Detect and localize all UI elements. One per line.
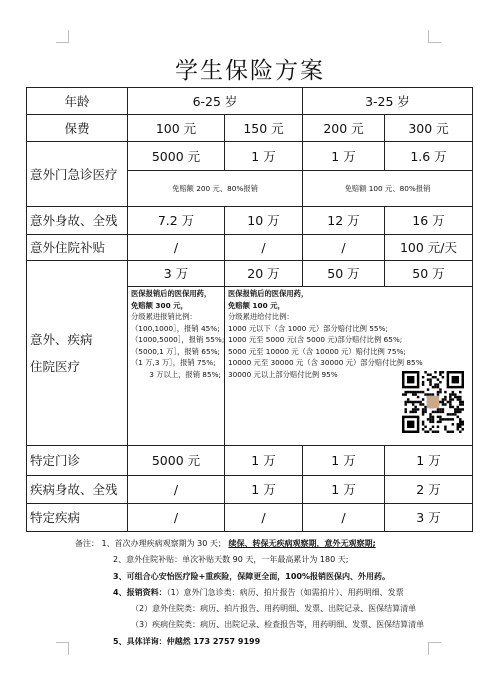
right-detail-line: 10000 元至 30000 元（含 30000 元）部分赔付比例 85% bbox=[228, 358, 423, 368]
insurance-plan-table bbox=[26, 87, 473, 532]
notes-section bbox=[75, 536, 424, 650]
premium-3: 200 元 bbox=[303, 115, 385, 142]
allowance-2: / bbox=[225, 235, 303, 261]
disability-4: 16 万 bbox=[385, 207, 473, 235]
inpatient-3: 50 万 bbox=[303, 261, 385, 287]
crop-mark-top-right bbox=[428, 30, 441, 43]
note-1-bold: 续保、转保无疾病观察期，意外无观察期; bbox=[228, 539, 376, 548]
inpatient-detail-left bbox=[128, 287, 225, 446]
left-detail-line: （1 万,3 万］，报销 75%; bbox=[131, 358, 216, 368]
specific-disease-2: / bbox=[225, 504, 303, 532]
note-4-item-2: （2）意外住院类：病历、拍片报告、用药明细、发票、出院记录、医保结算清单 bbox=[131, 604, 417, 614]
right-detail-line: 1000 元以下（含 1000 元）部分赔付比例 55%; bbox=[228, 323, 388, 333]
note-4-label: 4、报销资料： bbox=[113, 587, 167, 597]
note-2: 2、意外住院补贴：单次补贴天数 90 天，一年最高累计为 180 天; bbox=[113, 555, 349, 565]
disease-disability-1: / bbox=[128, 476, 225, 504]
row-header-hospital-allowance: 意外住院补贴 bbox=[27, 235, 128, 261]
right-detail-line: 医保报销后的医保用药， bbox=[228, 289, 309, 298]
clinic-4: 1 万 bbox=[385, 446, 473, 476]
row-header-disability: 意外身故、全残 bbox=[27, 207, 128, 235]
disability-2: 10 万 bbox=[225, 207, 303, 235]
inpatient-label-line2: 住院医疗 bbox=[30, 359, 81, 374]
clinic-2: 1 万 bbox=[225, 446, 303, 476]
disease-disability-2: 1 万 bbox=[225, 476, 303, 504]
note-1 bbox=[75, 536, 424, 552]
row-header-outpatient: 意外门急诊医疗 bbox=[27, 142, 128, 207]
note-4-item-1: （1）意外门急诊类：病历、拍片报告（如需拍片）、用药明细、发票 bbox=[166, 587, 404, 597]
crop-mark-bottom-left bbox=[56, 642, 69, 655]
row-header-disease-disability: 疾病身故、全残 bbox=[27, 476, 128, 504]
inpatient-label-line1: 意外、疾病 bbox=[30, 332, 93, 347]
left-detail-line: （1000,5000］，报销 55%; bbox=[131, 335, 225, 345]
outpatient-note-right: 免赔额 100 元、80%报销 bbox=[303, 171, 473, 207]
right-detail-line: 分级累进给付比例： bbox=[228, 312, 294, 322]
inpatient-1: 3 万 bbox=[128, 261, 225, 287]
row-special-clinic bbox=[27, 446, 473, 476]
row-header-specific-disease: 特定疾病 bbox=[27, 504, 128, 532]
contact-qr-code-icon[interactable] bbox=[402, 371, 464, 433]
crop-mark-bottom-right bbox=[428, 642, 441, 655]
left-detail-line: 免赔额 300 元， bbox=[131, 300, 188, 310]
right-detail-line: 5000 元至 10000 元（含 10000 元）赔付比例 75%; bbox=[228, 346, 406, 356]
inpatient-2: 20 万 bbox=[225, 261, 303, 287]
inpatient-detail-right bbox=[225, 287, 473, 446]
allowance-1: / bbox=[128, 235, 225, 261]
clinic-3: 1 万 bbox=[303, 446, 385, 476]
left-detail-line: 3 万以上，报销 85%; bbox=[149, 369, 221, 379]
age-group-1: 6-25 岁 bbox=[128, 88, 303, 115]
row-hospital-allowance bbox=[27, 235, 473, 261]
disability-3: 12 万 bbox=[303, 207, 385, 235]
row-disease-disability bbox=[27, 476, 473, 504]
disability-1: 7.2 万 bbox=[128, 207, 225, 235]
row-header-premium: 保费 bbox=[27, 115, 128, 142]
premium-2: 150 元 bbox=[225, 115, 303, 142]
row-outpatient bbox=[27, 142, 473, 171]
disease-disability-3: 1 万 bbox=[303, 476, 385, 504]
premium-4: 300 元 bbox=[385, 115, 473, 142]
left-detail-line: 分级累进报销比例： bbox=[131, 312, 197, 322]
note-4 bbox=[75, 585, 424, 601]
note-1-text: 备注： 1、首次办理疾病观察期为 30 天； bbox=[75, 539, 226, 548]
outpatient-3: 1 万 bbox=[303, 142, 385, 171]
left-detail-line: （100,1000］，报销 45%; bbox=[131, 323, 220, 333]
allowance-4: 100 元/天 bbox=[385, 235, 473, 261]
right-detail-line: 30000 元以上部分赔付比例 95% bbox=[228, 369, 338, 379]
specific-disease-3: / bbox=[303, 504, 385, 532]
row-age bbox=[27, 88, 473, 115]
row-disability bbox=[27, 207, 473, 235]
row-header-inpatient bbox=[27, 261, 128, 446]
row-header-special-clinic: 特定门诊 bbox=[27, 446, 128, 476]
left-detail-line: 医保报销后的医保用药， bbox=[131, 289, 212, 298]
right-detail-line: 1000 元至 5000 元(含 5000 元)部分赔付比例 65%; bbox=[228, 335, 403, 345]
clinic-1: 5000 元 bbox=[128, 446, 225, 476]
specific-disease-1: / bbox=[128, 504, 225, 532]
outpatient-note-left: 免赔额 200 元、80%报销 bbox=[128, 171, 303, 207]
row-specific-disease bbox=[27, 504, 473, 532]
row-inpatient bbox=[27, 261, 473, 287]
specific-disease-4: 3 万 bbox=[385, 504, 473, 532]
outpatient-4: 1.6 万 bbox=[385, 142, 473, 171]
note-5: 5、具体详询：仲越然 173 2757 9199 bbox=[113, 636, 261, 646]
allowance-3: / bbox=[303, 235, 385, 261]
right-detail-line: 免赔额 100 元， bbox=[228, 300, 285, 310]
note-4-item-3: （3）疾病住院类：病历、出院记录、检查报告等，用药明细、发票、医保结算清单 bbox=[131, 620, 425, 630]
crop-mark-top-left bbox=[56, 30, 69, 43]
disease-disability-4: 2 万 bbox=[385, 476, 473, 504]
premium-1: 100 元 bbox=[128, 115, 225, 142]
outpatient-1: 5000 元 bbox=[128, 142, 225, 171]
inpatient-4: 50 万 bbox=[385, 261, 473, 287]
age-group-2: 3-25 岁 bbox=[303, 88, 473, 115]
note-3: 3、可组合心安怡医疗险+重疾险，保障更全面，100%报销医保内、外用药。 bbox=[113, 571, 390, 581]
row-premium bbox=[27, 115, 473, 142]
outpatient-2: 1 万 bbox=[225, 142, 303, 171]
row-header-age: 年龄 bbox=[27, 88, 128, 115]
left-detail-line: （5000,1 万］，报销 65%; bbox=[131, 346, 220, 356]
document-title: 学生保险方案 bbox=[175, 58, 325, 84]
